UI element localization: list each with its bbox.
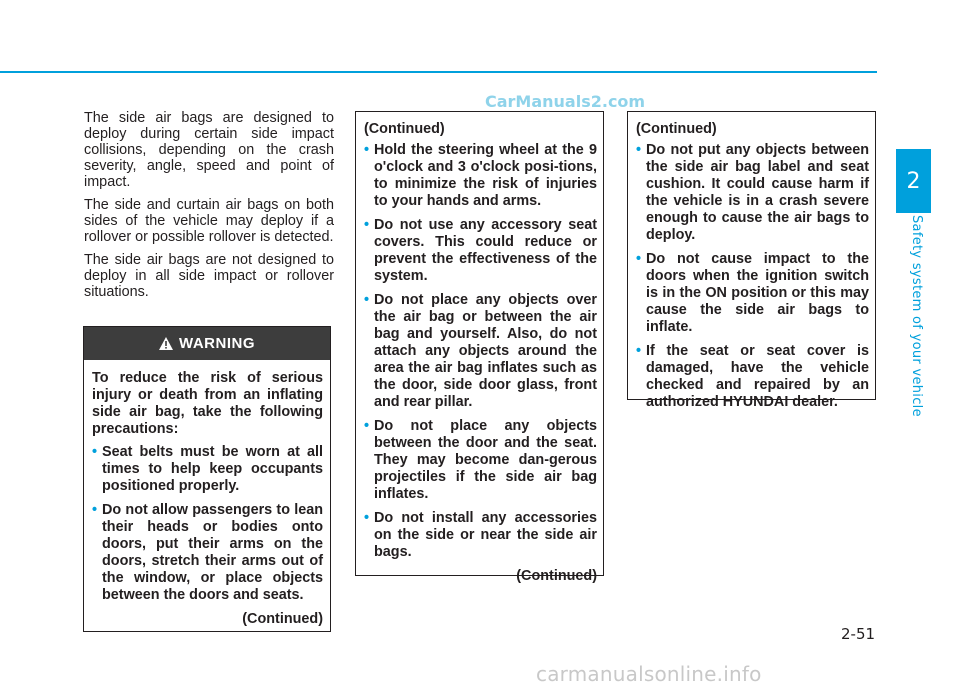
right-box-body <box>628 112 875 411</box>
list-item: • Do not place any objects over the air bag or between the air bag and yourself. Also, do not attach any objects around the area the air bag inflates such as the door, side door glass, front and rear pillar. <box>364 292 597 410</box>
list-item: • Do not place any objects between the door and the seat. They may become dan-gerous projectiles if the side air bag inflates. <box>364 418 597 502</box>
intro-paragraph: The side and curtain air bags on both sides of the vehicle may deploy if a rollover or possible rollover is detected. <box>84 197 334 245</box>
continued-box-right <box>627 111 876 410</box>
warning-triangle-icon <box>159 337 173 350</box>
bullet-dot-icon: • <box>364 292 370 308</box>
watermark-carmanualsonline: carmanualsonline.info <box>536 662 762 686</box>
chapter-number: 2 <box>906 168 921 194</box>
list-item: • Do not install any accessories on the side or near the side air bags. <box>364 510 597 560</box>
continued-label: (Continued) <box>636 121 717 137</box>
list-item: • Do not use any accessory seat covers. This could reduce or prevent the effectiveness of the system. <box>364 217 597 284</box>
continued-label: (Continued) <box>516 568 597 584</box>
intro-text <box>84 110 334 307</box>
list-item: • If the seat or seat cover is damaged, have the vehicle checked and repaired by an authorized HYUNDAI dealer. <box>636 343 869 410</box>
continued-label: (Continued) <box>242 611 323 627</box>
bullet-dot-icon: • <box>364 510 370 526</box>
bullet-dot-icon: • <box>92 502 98 518</box>
continued-label: (Continued) <box>364 121 445 137</box>
warning-box <box>83 326 331 632</box>
intro-paragraph: The side air bags are not designed to deploy in all side impact or rollover situations. <box>84 252 334 300</box>
bullet-dot-icon: • <box>364 418 370 434</box>
middle-box-body <box>356 112 603 585</box>
chapter-title: Safety system of your vehicle <box>909 215 924 417</box>
bullet-dot-icon: • <box>636 343 642 359</box>
bullet-dot-icon: • <box>92 444 98 460</box>
list-item: • Do not cause impact to the doors when the ignition switch is in the ON position or this may cause the side air bags to inflate. <box>636 251 869 335</box>
warning-bullet: • Seat belts must be worn at all times to help keep occupants positioned properly. <box>92 444 323 494</box>
watermark-carmanuals2: CarManuals2.com <box>485 92 646 111</box>
warning-title: WARNING <box>179 335 255 352</box>
list-item: • Hold the steering wheel at the 9 o'clock and 3 o'clock posi-tions, to minimize the risk of injuries to your hands and arms. <box>364 142 597 209</box>
chapter-tab <box>896 149 931 213</box>
warning-body <box>84 360 330 628</box>
warning-header <box>84 327 330 360</box>
continued-box-middle <box>355 111 604 584</box>
bullet-dot-icon: • <box>364 217 370 233</box>
warning-intro: To reduce the risk of serious injury or death from an inflating side air bag, take the following precautions: <box>92 370 323 437</box>
warning-bullet: • Do not allow passengers to lean their heads or bodies onto doors, put their arms on the doors, stretch their arms out of the window, or place objects between the doors and seats. <box>92 502 323 603</box>
list-item: • Do not put any objects between the side air bag label and seat cushion. It could cause harm if the vehicle is in a crash severe enough to cause the air bags to deploy. <box>636 142 869 243</box>
bullet-dot-icon: • <box>636 142 642 158</box>
bullet-dot-icon: • <box>636 251 642 267</box>
bullet-dot-icon: • <box>364 142 370 158</box>
header-rule <box>0 71 877 73</box>
page-number: 2-51 <box>841 625 876 643</box>
intro-paragraph: The side air bags are designed to deploy during certain side impact collisions, depending on the crash severity, angle, speed and point of impact. <box>84 110 334 190</box>
